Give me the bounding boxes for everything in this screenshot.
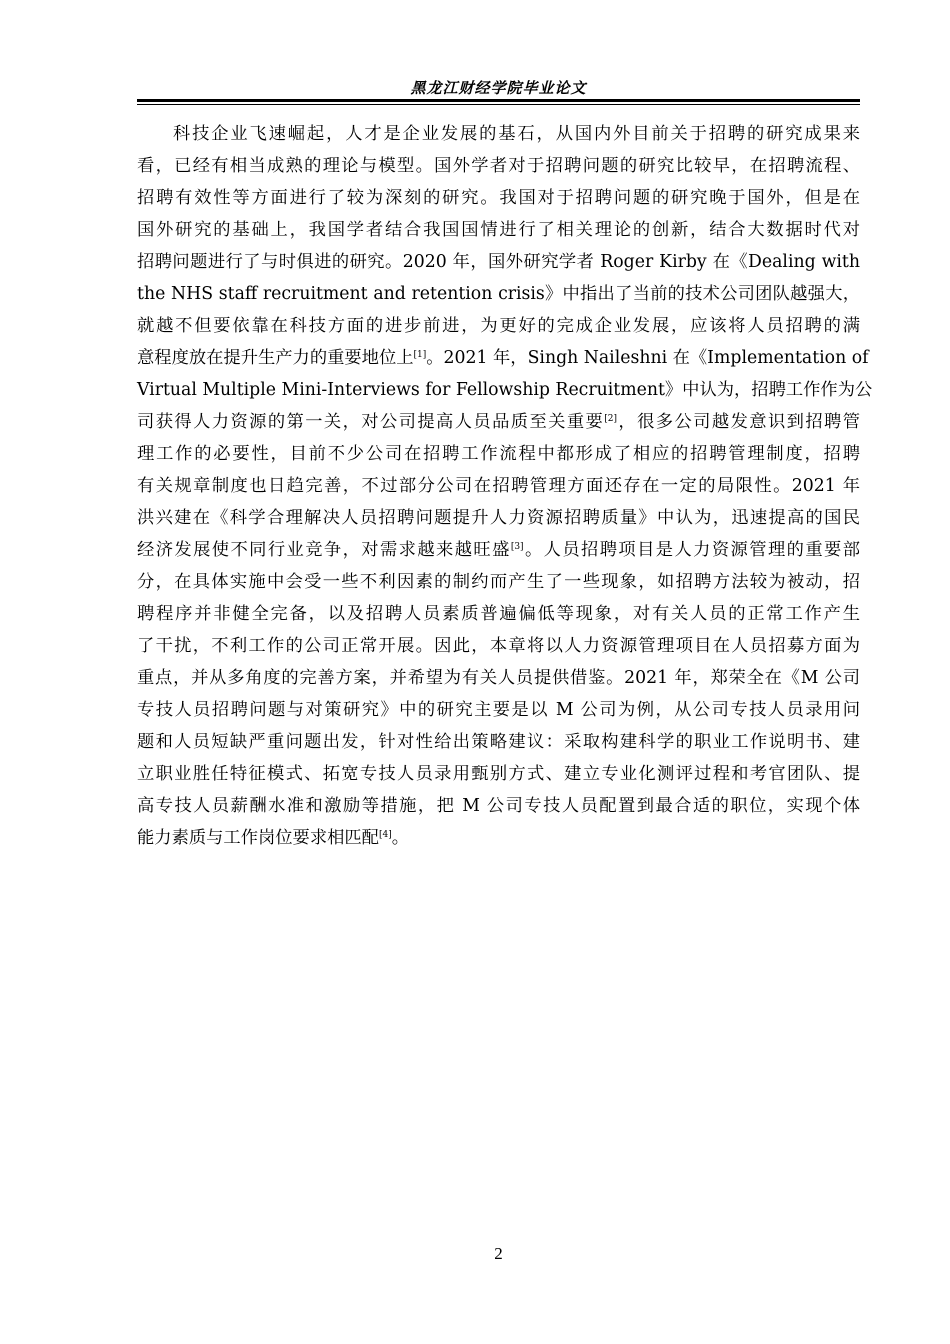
text-run: 看，已经有相当成熟的理论与模型。国外学者对于招聘问题的研究比较早，在招聘流程、 [137, 156, 860, 176]
text-line [137, 182, 860, 214]
text-run: 立职业胜任特征模式、拓宽专技人员录用甄别方式、建立专业化测评过程和考官团队、提 [137, 764, 860, 784]
text-line [137, 630, 860, 662]
text-line [137, 342, 869, 374]
text-run: 专技人员招聘问题与对策研究》中的研究主要是以 M 公司为例，从公司专技人员录用问 [137, 700, 860, 720]
text-run: the NHS staff recruitment and retention crisis》中指出了当前的技术公司团队越强大， [137, 284, 860, 304]
text-run: 洪兴建在《科学合理解决人员招聘问题提升人力资源招聘质量》中认为，迅速提高的国民 [137, 508, 860, 528]
text-line [137, 246, 860, 278]
text-run: 理工作的必要性，目前不少公司在招聘工作流程中都形成了相应的招聘管理制度，招聘 [137, 444, 860, 464]
text-line [137, 406, 860, 438]
citation-ref: [1] [413, 350, 427, 360]
text-line [137, 758, 860, 790]
text-run: 分，在具体实施中会受一些不利因素的制约而产生了一些现象，如招聘方法较为被动，招 [137, 572, 860, 592]
text-run: 科技企业飞速崛起，人才是企业发展的基石，从国内外目前关于招聘的研究成果来 [173, 124, 860, 144]
text-line [137, 694, 860, 726]
header-rule-thin [137, 104, 860, 105]
text-run: 司获得人力资源的第一关，对公司提高人员品质至关重要 [137, 412, 605, 432]
text-run: 高专技人员薪酬水准和激励等措施，把 M 公司专技人员配置到最合适的职位，实现个体 [137, 796, 860, 816]
text-line [137, 822, 860, 854]
text-line [137, 374, 873, 406]
citation-ref: [3] [510, 542, 524, 552]
text-run: 题和人员短缺严重问题出发，针对性给出策略建议：采取构建科学的职业工作说明书、建 [137, 732, 860, 752]
text-run: 能力素质与工作岗位要求相匹配 [137, 828, 379, 848]
text-run: 。2021 年，Singh Naileshni 在《Implementation of [426, 348, 869, 368]
page-header-title: 黑龙江财经学院毕业论文 [410, 79, 587, 97]
text-line [137, 470, 860, 502]
text-line [137, 438, 860, 470]
text-run: 有关规章制度也日趋完善，不过部分公司在招聘管理方面还存在一定的局限性。2021 年 [137, 476, 860, 496]
text-run: 招聘有效性等方面进行了较为深刻的研究。我国对于招聘问题的研究晚于国外，但是在 [137, 188, 860, 208]
text-run: 聘程序并非健全完备，以及招聘人员素质普遍偏低等现象，对有关人员的正常工作产生 [137, 604, 860, 624]
text-run: 就越不但要依靠在科技方面的进步前进，为更好的完成企业发展，应该将人员招聘的满 [137, 316, 860, 336]
text-line [137, 662, 860, 694]
text-run: 招聘问题进行了与时俱进的研究。2020 年，国外研究学者 Roger Kirby 在《Dealing with [137, 252, 860, 272]
text-run: ，很多公司越发意识到招聘管 [617, 412, 860, 432]
header-rule-thick [137, 99, 860, 102]
text-line [137, 118, 860, 150]
page-number: 2 [494, 1244, 503, 1263]
text-run: Virtual Multiple Mini-Interviews for Fellowship Recruitment》中认为，招聘工作作为公 [137, 380, 873, 400]
text-line [137, 598, 860, 630]
text-line [137, 150, 860, 182]
text-line [137, 726, 860, 758]
text-run: 意程度放在提升生产力的重要地位上 [137, 348, 414, 368]
text-line [137, 310, 860, 342]
citation-ref: [2] [604, 414, 618, 424]
text-run: 。人员招聘项目是人力资源管理的重要部 [523, 540, 860, 560]
text-run: 国外研究的基础上，我国学者结合我国国情进行了相关理论的创新，结合大数据时代对 [137, 220, 860, 240]
text-line [137, 566, 860, 598]
text-run: 。 [391, 828, 409, 848]
text-line [137, 502, 860, 534]
text-line [137, 534, 860, 566]
text-line [137, 278, 860, 310]
body-paragraph [137, 118, 873, 854]
text-run: 经济发展使不同行业竞争，对需求越来越旺盛 [137, 540, 511, 560]
text-run: 重点，并从多角度的完善方案，并希望为有关人员提供借鉴。2021 年，郑荣全在《M 公司 [137, 668, 860, 688]
text-run: 了干扰，不利工作的公司正常开展。因此，本章将以人力资源管理项目在人员招募方面为 [137, 636, 860, 656]
citation-ref: [4] [378, 830, 392, 840]
text-line [137, 214, 860, 246]
text-line [137, 790, 860, 822]
